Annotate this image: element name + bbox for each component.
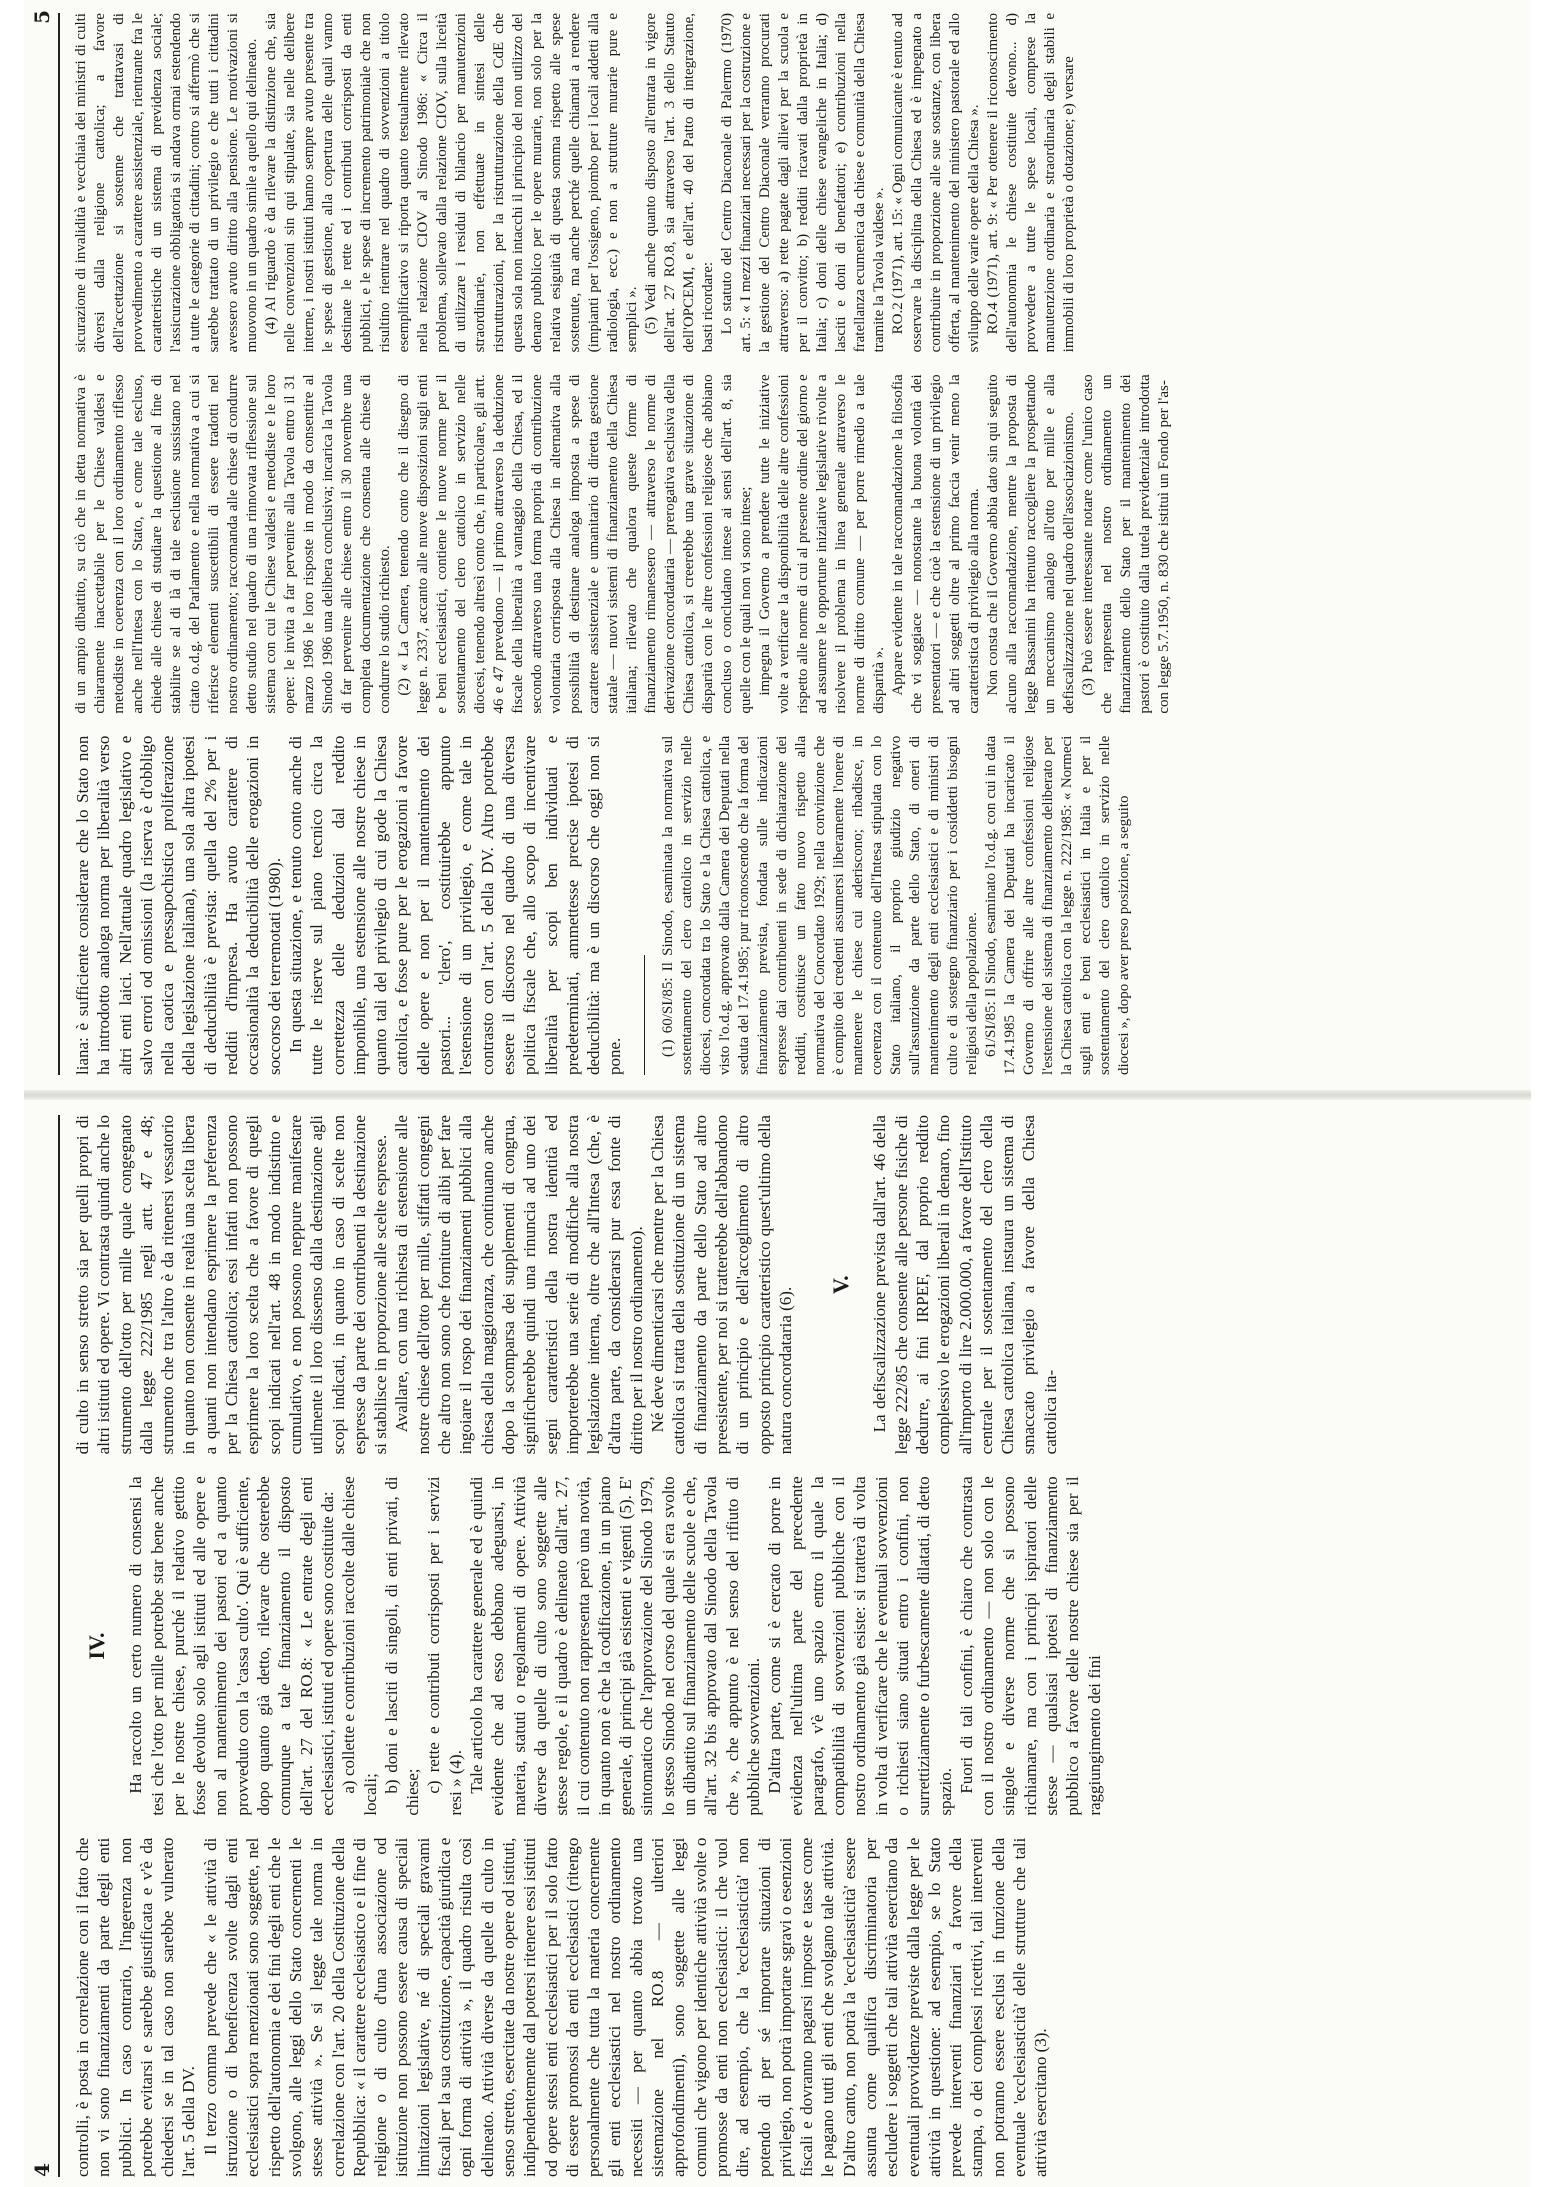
book-gutter (24, 1090, 1531, 1100)
footnote: (2) « La Camera, tenendo conto che il disegno di legge n. 2337, accanto alle nuove disposizioni sugli enti e beni ecclesiastici, contiene le nuove norme per il sostentamento del clero cattolico in servizio nelle diocesi, tenendo altresì conto che, in particolare, gli artt. 46 e 47 prevedono — il primo attraverso la deduzione fiscale della liberalità a vantaggio della Chiesa, ed il secondo attraverso una forma propria di contribuzione volontaria corrisposta alla Chiesa in alternativa alla possibilità di destinare analoga imposta a spese di carattere assistenziale e umanitario di diretta gestione statale — nuovi sistemi di finanziamento della Chiesa italiana; rilevato che qualora queste forme di finanziamento rimanessero — attraverso le norme di derivazione concordataria — prerogativa esclusiva della Chiesa cattolica, si creerebbe una grave situazione di disparità con le altre confessioni religiose che abbiano concluso o concludano intese ai sensi dell'art. 8, sia quelle con le quali non vi sono intese; (396, 374, 754, 714)
paragraph: Tale articolo ha carattere generale ed è quindi evidente che ad esso debbano adeguarsi, in materia, statuti o regolamenti di opere. Attività diverse da quelle di culto sono soggette alle stesse regole, e il quadro è delineato dall'art. 27, il cui contenuto non rappresenta però una novità, in quanto non è che la codificazione, in un piano generale, di principi già esistenti e vigenti (5). E' sintomatico che l'approvazione del Sinodo 1979, lo stesso Sinodo nel corso del quale si era svolto un dibattito sul finanziamento delle scuole e che, all'art. 32 bis approvato dal Sinodo della Tavola che », che appunto è nel senso del rifiuto di pubbliche sovvenzioni. (467, 1476, 763, 1816)
left-col-2 (72, 1476, 1512, 1815)
footnote: sicurazione di invalidità e vecchiaia dei ministri di culti diversi dalla religione cattolica; a favore dell'accettazione si sostenne che trattavasi di provvedimento a carattere assistenziale, rientrante fra le caratteristiche di un sistema di previdenza sociale; l'assicurazione obbligatoria si andava ormai estendendo a tutte le categorie di cittadini; contro si affermò che si sarebbe trattato di un privilegio e che tutti i cittadini avessero avuto diritto alla pensione. Le motivazioni si muovono in un quadro simile a quello qui delineato. (73, 13, 260, 353)
section-heading-iv: IV. (84, 1632, 109, 1660)
paragraph: Avallare, con una richiesta di estensione alle nostre chiese dell'otto per mille, siffatti congegni che altro non sono che forniture di alibi per fare ingoiare il rospo dei finanziamenti pubblici alla chiesa della maggioranza, che continuano anche dopo la scomparsa dei supplementi di congrua, significherebbe quindi una rinuncia ad uno dei segni caratteristici della nostra identità ed importerebbe una serie di modifiche alla nostra legislazione interna, oltre che all'Intesa (che, è d'altra parte, da considerarsi pur essa fonte di diritto per il nostro ordinamento). (392, 1115, 646, 1455)
rotated-content (24, 0, 1531, 2187)
paragraph: di culto in senso stretto sia per quelli propri di altri istituti ed opere. Vi contrasta quindi anche lo strumento dell'otto per mille quale congegnato dalla legge 222/1985 negli artt. 47 e 48; strumento che tra l'altro è da ritenersi vessatorio in quanto non consente in realtà una scelta libera a quanti non intendano esprimere la preferenza per la Chiesa cattolica; essi infatti non possono esprimere la loro scelta che a favore di quegli scopi indicati nell'art. 48 in modo indistinto e cumulativo, e non possono neppure manifestare utilmente il loro dissenso dalla destinazione agli scopi indicati, in quanto in caso di scelte non espresse da parte dei contribuenti la destinazione si stabilisce in proporzione alle scelte espresse. (73, 1115, 391, 1455)
section-heading-v: V. (828, 1275, 854, 1294)
paragraph: a) collette e contribuzioni raccolte dalle chiese locali; (339, 1476, 380, 1816)
footnote: (1) 60/SI/85: Il Sinodo, esaminata la normativa sul sostentamento del clero cattolico in servizio nelle diocesi, concordata tra lo Stato e la Chiesa cattolica, e visto l'o.d.g. approvato dalla Camera dei Deputati nella seduta del 17.4.1985; pur riconoscendo che la forma del finanziamento prevista, fondata sulle indicazioni espresse dai contribuenti in sede di dichiarazione dei redditi, costituisce un fatto nuovo rispetto alla normativa del Concordato 1929; nella convinzione che è compito dei credenti assumersi liberamente l'onere di mantenere le chiese cui aderiscono; ribadisce, in coerenza con il contenuto dell'Intesa stipulata con lo Stato italiano, il proprio giudizio negativo sull'assunzione da parte dello Stato, di oneri di mantenimento degli enti ecclesiastici e di ministri di culto e di sostegno finanziario per i cosiddetti bisogni religiosi della popolazione. (660, 735, 981, 1075)
footnote: Lo statuto del Centro Diaconale di Palermo (1970) art. 5: « I mezzi finanziari necessari per la costruzione e la gestione del Centro Diaconale verranno procurati attraverso: a) rette pagate dagli allievi per la scuola e per il convitto; b) redditi ricavati dalla proprietà in Italia; c) doni delle chiese evangeliche in Italia; d) lasciti e doni di benefattori; e) contribuzioni nella fratellanza ecumenica da chiese e comunità della Chiesa tramite la Tavola valdese ». (719, 13, 887, 353)
right-page (72, 13, 1512, 1075)
right-col-3 (72, 13, 1512, 352)
paragraph: D'altra parte, come si è cercato di porre in evidenza nell'ultima parte del precedente paragrafo, v'è uno spazio entro il quale la compatibilità di sovvenzioni pubbliche con il nostro ordinamento già esiste: si tratterà di volta in volta di verificare che le eventuali sovvenzioni o richiesti siano situati entro i confini, non surrettiziamente o furbescamente dilatati, di detto spazio. (765, 1476, 955, 1816)
paragraph: c) rette e contributi corrisposti per i servizi resi » (4). (424, 1476, 465, 1816)
paragraph: Fuori di tali confini, è chiaro che contrasta con il nostro ordinamento — non solo con le singole e diverse norme che si possono richiamare, ma con i principi ispiratori delle stesse — qualsiasi ipotesi di finanziamento pubblico a favore delle nostre chiese sia per il raggiungimento dei fini (956, 1476, 1104, 1816)
footnote: RO.4 (1971), art. 9: « Per ottenere il riconoscimento dell'autonomia le chiese costituite devono... d) provvedere a tutte le spese locali, comprese la manutenzione ordinaria e straordinaria degli stabili e immobili di loro proprietà o dotazione; e) versare (985, 13, 1077, 353)
footnote: (5) Vedi anche quanto disposto all'entrata in vigore dell'art. 27 RO.8, sia attraverso l'art. 3 dello Statuto dell'OPCEMI, e dell'art. 40 del Patto di integrazione, basti ricordare: (643, 13, 716, 353)
footnote: impegna il Governo a prendere tutte le iniziative volte a verificare la disponibilità delle altre confessioni rispetto alle norme di cui al presente ordine del giorno e ad assumere le opportune iniziative legislative rivolte a risolvere il problema in linea generale attraverso le norme di diritto comune — per porre rimedio a tale disparità ». (757, 374, 887, 714)
paragraph: Il terzo comma prevede che « le attività di istruzione o di beneficenza svolte dagli enti ecclesiastici sopra menzionati sono soggette, nel rispetto dell'autonomia e dei fini degli enti che le svolgono, alle leggi dello Stato concernenti le stesse attività ». Se si legge tale norma in correlazione con l'art. 20 della Costituzione della Repubblica: « il carattere ecclesiastico e il fine di religione o di culto d'una associazione od istituzione non possono essere causa di speciali limitazioni legislative, né di speciali gravami fiscali per la sua costituzione, capacità giuridica e ogni forma di attività », il quadro risulta così delineato. Attività diverse da quelle di culto in senso stretto, esercitate da nostre opere od istituti, indipendentemente dal potersi ritenere essi istituti od opere stessi enti ecclesiastici per il solo fatto di essere promossi da enti ecclesiastici (ritengo personalmente che tutta la materia concernente gli enti ecclesiastici nel nostro ordinamento necessiti — per quanto abbia trovato una sistemazione nel RO.8 — ulteriori approfondimenti), sono soggette alle leggi comuni che vigono per identiche attività svolte o promosse da enti non ecclesiastici: il che vuol dire, ad esempio, che la 'ecclesiasticità' non potendo di per sé importare situazioni di privilegio, non potrà importare sgravi o esenzioni fiscali e dovranno pagarsi imposte e tasse come le pagano tutti gli enti che svolgano tale attività. D'altro canto, non potrà la 'ecclesiasticità' essere assunta come qualifica discriminatoria per escludere i soggetti che tali attività esercitano da eventuali provvidenze previste dalla legge per le attività in questione: ad esempio, se lo Stato prevede interventi finanziari a favore della stampa, o dei complessi ricettivi, tali interventi non potranno essere esclusi in funzione della eventuale 'ecclesiasticità' delle strutture che tali attività esercitano (3). (200, 1837, 1051, 2177)
right-col-1 (72, 736, 1512, 1075)
footnote: RO.2 (1971), art. 15: « Ogni comunicante è tenuto ad osservare la disciplina della Chiesa ed è impegnato a contribuire in proporzione alle sue sostanze, con libera offerta, al mantenimento del ministero pastorale ed allo sviluppo delle varie opere della Chiesa ». (890, 13, 982, 353)
footnote-separator (644, 955, 646, 1075)
paragraph: b) doni e lasciti di singoli, di enti privati, di chiese; (381, 1476, 423, 1816)
footnote: Appare evidente in tale raccomandazione la filosofia che vi soggiace — nonostante la buona volontà dei presentatori — e che cioè la estensione di un privilegio ad altri soggetti oltre al primo faccia venir meno la caratteristica di privilegio alla norma. (890, 374, 982, 714)
paragraph: Ha raccolto un certo numero di consensi la tesi che l'otto per mille potrebbe star bene anche per le nostre chiese, purché il relativo gettito fosse devoluto solo agli istituti ed alle opere e non al mantenimento dei pastori ed a quanto provveduto con la 'cassa culto'. Qui è sufficiente, dopo quanto già detto, rilevare che osterebbe comunque a tale finanziamento il disposto dell'art. 27 del RO.8: « Le entrate degli enti ecclesiastici, istituti ed opere sono costituite da: (126, 1476, 337, 1816)
top-rule-right (58, 13, 60, 1075)
footnote: (3) Può essere interessante notare come l'unico caso che rappresenta nel nostro ordinamento un finanziamento dello Stato per il mantenimento dei pastori è costituito dalla tutela previdenziale introdotta con legge 5.7.1950, n. 830 che istituì un Fondo per l'as- (1080, 374, 1172, 714)
paragraph: In questa situazione, e tenuto conto anche di tutte le riserve sul piano tecnico circa la correttezza delle deduzioni dal reddito imponibile, una estensione alle nostre chiese in quanto tali del privilegio di cui gode la Chiesa cattolica, e fosse pure per le erogazioni a favore delle opere e non per il mantenimento dei pastori... 'clero', costituirebbe appunto l'estensione di un privilegio, e come tale in contrasto con l'art. 5 della DV. Altro potrebbe essere il discorso nel quadro di una diversa politica fiscale che, allo scopo di incentivare liberalità per scopi ben individuati e predeterminati, ammettesse precise ipotesi di deducibilità: ma è un discorso che oggi non si pone. (285, 735, 625, 1075)
paragraph: controlli, è posta in correlazione con il fatto che non vi sono finanziamenti da parte degli enti pubblici. In caso contrario, l'ingerenza non potrebbe evitarsi e sarebbe giustificata e v'è da chiedersi se in tal caso non sarebbe vulnerato l'art. 5 della DV. (73, 1837, 199, 2177)
left-page (72, 1115, 1512, 2177)
top-rule-left (58, 1115, 60, 2177)
footnote: 61/SI/85: Il Sinodo, esaminato l'o.d.g. con cui in data 17.4.1985 la Camera dei Deputati ha incaricato il Governo di offrire alle altre confessioni religiose l'estensione del sistema di finanziamento deliberato per la Chiesa cattolica con la legge n. 222/1985: « Normeci sugli enti e beni ecclesiastici in Italia e per il sostentamento del clero cattolico in servizio nelle diocesi », dopo aver preso posizione, a seguito (983, 735, 1133, 1075)
page-number-right: 5 (30, 10, 54, 24)
page-number-left: 4 (30, 2163, 54, 2177)
footnotes (659, 736, 1134, 1075)
footnote: di un ampio dibattito, su ciò che in detta normativa è chiaramente inaccettabile per le Chiese valdesi e metodiste in coerenza con il loro ordinamento riflesso anche nell'Intesa con lo Stato, e come tale escluso, chiede alle chiese di studiare la questione al fine di stabilire se al di là di tale esclusione sussistano nel citato o.d.g. del Parlamento e nella normativa a cui si riferisce elementi suscettibili di essere tradotti nel nostro ordinamento; raccomanda alle chiese di condurre detto studio nel quadro di una rinnovata riflessione sul sistema con cui le Chiese valdesi e metodiste e le loro opere: le invita a far pervenire alla Tavola entro il 31 marzo 1986 le loro risposte in modo da consentire al Sinodo 1986 una delibera conclusiva; incarica la Tavola di far pervenire alle chiese entro il 30 novembre una completa documentazione che consenta alle chiese di condurre lo studio richiesto. (73, 374, 393, 714)
rotated-scan (24, 0, 1531, 2187)
footnote: (4) Al riguardo è da rilevare la distinzione che, sia nelle convenzioni sin qui stipulate, sia nelle delibere interne, i nostri istituti hanno sempre avuto presente tra le spese di gestione, alla copertura delle quali vanno destinate le rette ed i contributi corrisposti da enti pubblici, e le spese di incremento patrimoniale che non risultino rientrare nel quadro di sovvenzioni a titolo esemplificativo si riporta quanto testualmente rilevato nella relazione CIOV al Sinodo 1986: « Circa il problema, sollevato dalla relazione CIOV, sulla liceità di utilizzare i residui di bilancio per manutenzioni straordinarie, non effettuate in sintesi delle ristrutturazioni, per la ristrutturazione della CdE che questa sola non intacchi il principio del non utilizzo del denaro pubblico per le opere murarie, non solo per la relativa esiguità di questa somma rispetto alle spese sostenute, ma anche perché quelle chiamati a rendere (impianti per l'ossigeno, piombo per i locali addetti alla radiologia, ecc.) e non a strutture murarie pure e semplici ». (263, 13, 640, 353)
left-col-1 (72, 1838, 1512, 2177)
paragraph: La defiscalizzazione prevista dall'art. 46 della legge 222/85 che consente alle persone fisiche di dedurre, ai fini IRPEF, dal proprio reddito complessivo le erogazioni liberali in denaro, fino all'importo di lire 2.000.000, a favore dell'Istituto centrale per il sostentamento del clero della Chiesa cattolica italiana, instaura un sistema di smaccato privilegio a favore della Chiesa cattolica ita- (870, 1115, 1060, 1455)
footnote: Non consta che il Governo abbia dato sin qui seguito alcuno alla raccomandazione, mentre la proposta di legge Bassanini ha ritenuto raccogliere la prospettando un meccanismo analogo all'otto per mille e alla defiscalizzazione nel quadro dell'associazionismo. (985, 374, 1077, 714)
paragraph: Né deve dimenticarsi che mentre per la Chiesa cattolica si tratta della sostituzione di un sistema di finanziamento da parte dello Stato ad altro preesistente, per noi si tratterebbe dell'abbandono di un principio e dell'accoglimento di altro opposto principio caratteristico quest'ultimo della natura concordataria (6). (648, 1115, 795, 1455)
right-col-2 (72, 374, 1512, 713)
paragraph: liana: è sufficiente considerare che lo Stato non ha introdotto analoga norma per liberalità verso altri enti laici. Nell'attuale quadro legislativo e salvo errori od omissioni (la riserva è d'obbligo nella caotica e pressapochistica proliferazione della legislazione italiana), una sola altra ipotesi di deducibilità è prevista: quella del 2% per i redditi d'impresa. Ha avuto carattere di occasionalità la deducibilità delle erogazioni in soccorso dei terremotati (1980). (73, 735, 284, 1075)
left-col-3 (72, 1115, 1512, 1454)
